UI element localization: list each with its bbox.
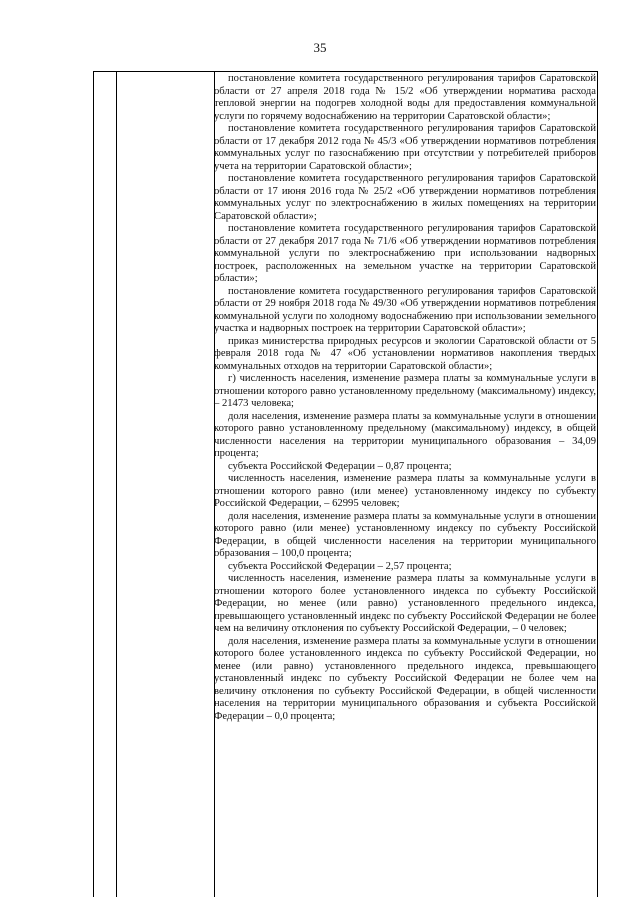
paragraph: постановление комитета государственного регулирования тарифов Саратовской области от 17 июня 2016 года № 25/2 «Об утверждении нормативов потребления коммунальных услуг по электроснабжению в жилых помещениях на территории Саратовской области»; [214, 173, 596, 222]
paragraph: г) численность населения, изменение размера платы за коммунальные услуги в отношении которого равно установленному предельному (максимальному) индексу, – 21473 человека; [214, 373, 596, 409]
paragraph: численность населения, изменение размера платы за коммунальные услуги в отношении которого более установленного индекса по субъекту Российской Федерации, но менее (или равно) установленного предельного индекса, превышающего установленный индекс по субъекту Российской Федерации не более чем на величину отклонения по субъекту Российской Федерации, – 0 человек; [214, 573, 596, 634]
page-number: 35 [313, 40, 327, 55]
paragraph: субъекта Российской Федерации – 0,87 процента; [228, 460, 452, 472]
paragraph: субъекта Российской Федерации – 2,57 процента; [228, 560, 452, 572]
paragraph: численность населения, изменение размера платы за коммунальные услуги в отношении которого равно (или менее) установленному индексу по субъекту Российской Федерации, – 62995 человек; [214, 473, 596, 509]
paragraph: доля населения, изменение размера платы за коммунальные услуги в отношении которого равно установленному предельному (максимальному) индексу, в общей численности населения на территории муниципального образования – 34,09 процента; [214, 410, 596, 459]
paragraph: доля населения, изменение размера платы за коммунальные услуги в отношении которого более установленного индекса по субъекту Российской Федерации, но менее (или равно) установленного предельного индекса, превышающего установленный индекс по субъекту Российской Федерации не более чем на величину отклонения по субъекту Российской Федерации, в общей численности населения на территории муниципального образования и субъекта Российской Федерации – 0,0 процента; [214, 635, 596, 722]
paragraph: постановление комитета государственного регулирования тарифов Саратовской области от 29 ноября 2018 года № 49/30 «Об утверждении нормативов потребления коммунальной услуги по холодному водоснабжению при использовании земельного участка и надворных построек на территории Саратовской области»; [214, 285, 596, 334]
paragraph: приказ министерства природных ресурсов и экологии Саратовской области от 5 февраля 2018 года № 47 «Об установлении нормативов накопления твердых коммунальных отходов на территории Саратовской области»; [214, 335, 596, 372]
paragraph: постановление комитета государственного регулирования тарифов Саратовской области от 17 декабря 2012 года № 45/3 «Об утверждении нормативов потребления коммунальных услуг по газоснабжению при отсутствии у потребителей приборов учета на территории Саратовской области»; [214, 123, 596, 172]
table-text-cell [214, 73, 596, 723]
paragraph: постановление комитета государственного регулирования тарифов Саратовской области от 27 декабря 2017 года № 71/6 «Об утверждении нормативов потребления коммунальной услуги по электроснабжению при использовании надворных построек, расположенных на земельном участке на территории Саратовской области»; [214, 223, 596, 284]
paragraph: доля населения, изменение размера платы за коммунальные услуги в отношении которого равно (или менее) установленному индексу по субъекту Российской Федерации, в общей численности населения на территории муниципального образования – 100,0 процента; [214, 510, 596, 559]
column-divider [116, 72, 117, 897]
paragraph: постановление комитета государственного регулирования тарифов Саратовской области от 27 апреля 2018 года № 15/2 «Об утверждении норматива расхода тепловой энергии на подогрев холодной воды для предоставления коммунальной услуги по горячему водоснабжению на территории Саратовской области»; [214, 73, 596, 122]
